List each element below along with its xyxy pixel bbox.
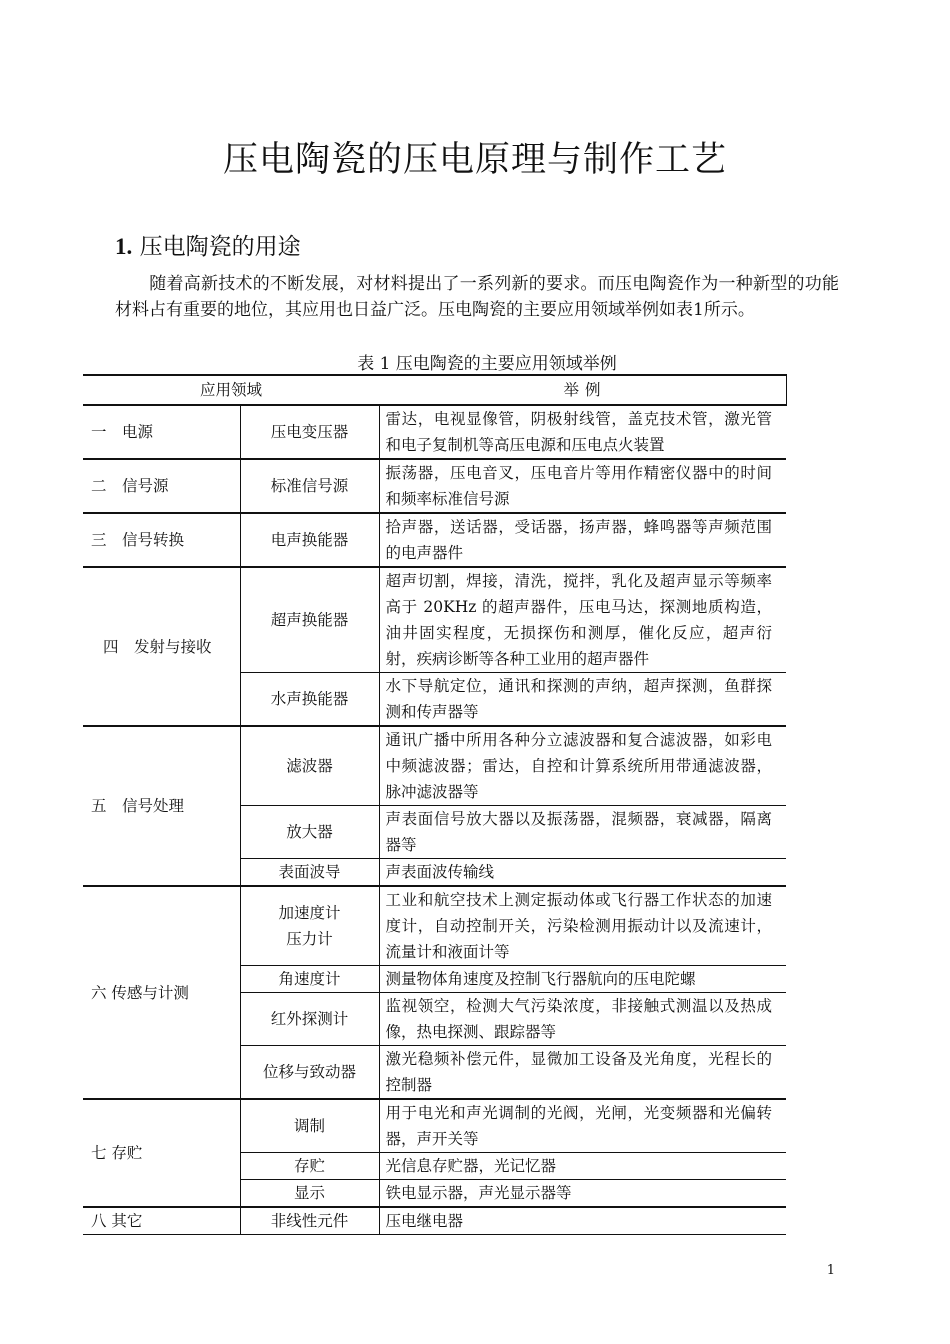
sub-field-cell bbox=[240, 886, 379, 966]
example-cell: 超声切割，焊接，清洗，搅拌，乳化及超声显示等频率高于 20KHz 的超声器件，压电马达，探测地质构造，油井固实程度，无损探伤和测厚，催化反应，超声衍射，疾病诊断等各种工业用的超声器件 bbox=[379, 567, 786, 673]
example-cell: 测量物体角速度及控制飞行器航向的压电陀螺 bbox=[379, 966, 786, 993]
example-cell: 雷达，电视显像管，阴极射线管，盖克技术管，激光管和电子复制机等高压电源和压电点火装置 bbox=[379, 405, 786, 459]
example-cell: 工业和航空技术上测定振动体或飞行器工作状态的加速度计，自动控制开关，污染检测用振动计以及流速计，流量计和液面计等 bbox=[379, 886, 786, 966]
sub-field-cell: 超声换能器 bbox=[240, 567, 379, 673]
intro-paragraph-text: 随着高新技术的不断发展，对材料提出了一系列新的要求。而压电陶瓷作为一种新型的功能材料占有重要的地位，其应用也日益广泛。压电陶瓷的主要应用领域举例如表1所示。 bbox=[115, 274, 839, 320]
header-field: 应用领域 bbox=[83, 375, 379, 405]
application-table bbox=[83, 374, 787, 1235]
intro-paragraph bbox=[115, 271, 839, 323]
field-cell: 二 信号源 bbox=[83, 459, 240, 513]
example-cell: 铁电显示器，声光显示器等 bbox=[379, 1180, 786, 1208]
field-cell: 四 发射与接收 bbox=[83, 567, 240, 726]
table-row bbox=[83, 1099, 786, 1153]
sub-field-cell: 电声换能器 bbox=[240, 513, 379, 567]
example-cell: 压电继电器 bbox=[379, 1207, 786, 1235]
example-cell: 光信息存贮器，光记忆器 bbox=[379, 1153, 786, 1180]
sub-field-cell: 放大器 bbox=[240, 806, 379, 859]
table-row bbox=[83, 886, 786, 966]
sub-field-cell: 滤波器 bbox=[240, 726, 379, 806]
sub-field-cell: 水声换能器 bbox=[240, 673, 379, 727]
example-cell: 声表面信号放大器以及振荡器，混频器，衰减器，隔离器等 bbox=[379, 806, 786, 859]
table-row bbox=[83, 513, 786, 567]
sub-field-cell: 位移与致动器 bbox=[240, 1046, 379, 1100]
section-number: 1. bbox=[115, 234, 133, 259]
example-cell: 用于电光和声光调制的光阀，光闸，光变频器和光偏转器，声开关等 bbox=[379, 1099, 786, 1153]
sub-field-line: 压力计 bbox=[286, 930, 333, 948]
table-row bbox=[83, 405, 786, 459]
section-heading bbox=[115, 228, 301, 261]
table-row bbox=[83, 459, 786, 513]
example-cell: 通讯广播中所用各种分立滤波器和复合滤波器，如彩电中频滤波器；雷达，自控和计算系统所用带通滤波器，脉冲滤波器等 bbox=[379, 726, 786, 806]
sub-field-cell: 压电变压器 bbox=[240, 405, 379, 459]
field-cell: 一 电源 bbox=[83, 405, 240, 459]
field-cell: 八 其它 bbox=[83, 1207, 240, 1235]
example-cell: 水下导航定位，通讯和探测的声纳，超声探测，鱼群探测和传声器等 bbox=[379, 673, 786, 727]
sub-field-cell: 标准信号源 bbox=[240, 459, 379, 513]
section-heading-text: 压电陶瓷的用途 bbox=[139, 234, 301, 260]
example-cell: 声表面波传输线 bbox=[379, 859, 786, 887]
field-cell: 三 信号转换 bbox=[83, 513, 240, 567]
document-title: 压电陶瓷的压电原理与制作工艺 bbox=[222, 140, 727, 180]
sub-field-cell: 显示 bbox=[240, 1180, 379, 1208]
table-caption: 表 1 压电陶瓷的主要应用领域举例 bbox=[357, 354, 617, 374]
field-cell: 六 传感与计测 bbox=[83, 886, 240, 1099]
sub-field-cell: 调制 bbox=[240, 1099, 379, 1153]
header-example: 举 例 bbox=[379, 375, 786, 405]
sub-field-cell: 角速度计 bbox=[240, 966, 379, 993]
field-cell: 五 信号处理 bbox=[83, 726, 240, 886]
example-cell: 监视领空，检测大气污染浓度，非接触式测温以及热成像，热电探测、跟踪器等 bbox=[379, 993, 786, 1046]
sub-field-cell: 红外探测计 bbox=[240, 993, 379, 1046]
example-cell: 激光稳频补偿元件，显微加工设备及光角度，光程长的控制器 bbox=[379, 1046, 786, 1100]
sub-field-cell: 存贮 bbox=[240, 1153, 379, 1180]
table-row bbox=[83, 726, 786, 806]
table-row bbox=[83, 567, 786, 673]
example-cell: 振荡器，压电音叉，压电音片等用作精密仪器中的时间和频率标准信号源 bbox=[379, 459, 786, 513]
table-header-row bbox=[83, 375, 786, 405]
page-number: 1 bbox=[826, 1263, 835, 1278]
field-cell: 七 存贮 bbox=[83, 1099, 240, 1207]
example-cell: 拾声器，送话器，受话器，扬声器，蜂鸣器等声频范围的电声器件 bbox=[379, 513, 786, 567]
table-row bbox=[83, 1207, 786, 1235]
sub-field-cell: 表面波导 bbox=[240, 859, 379, 887]
sub-field-line: 加速度计 bbox=[278, 904, 341, 922]
sub-field-cell: 非线性元件 bbox=[240, 1207, 379, 1235]
